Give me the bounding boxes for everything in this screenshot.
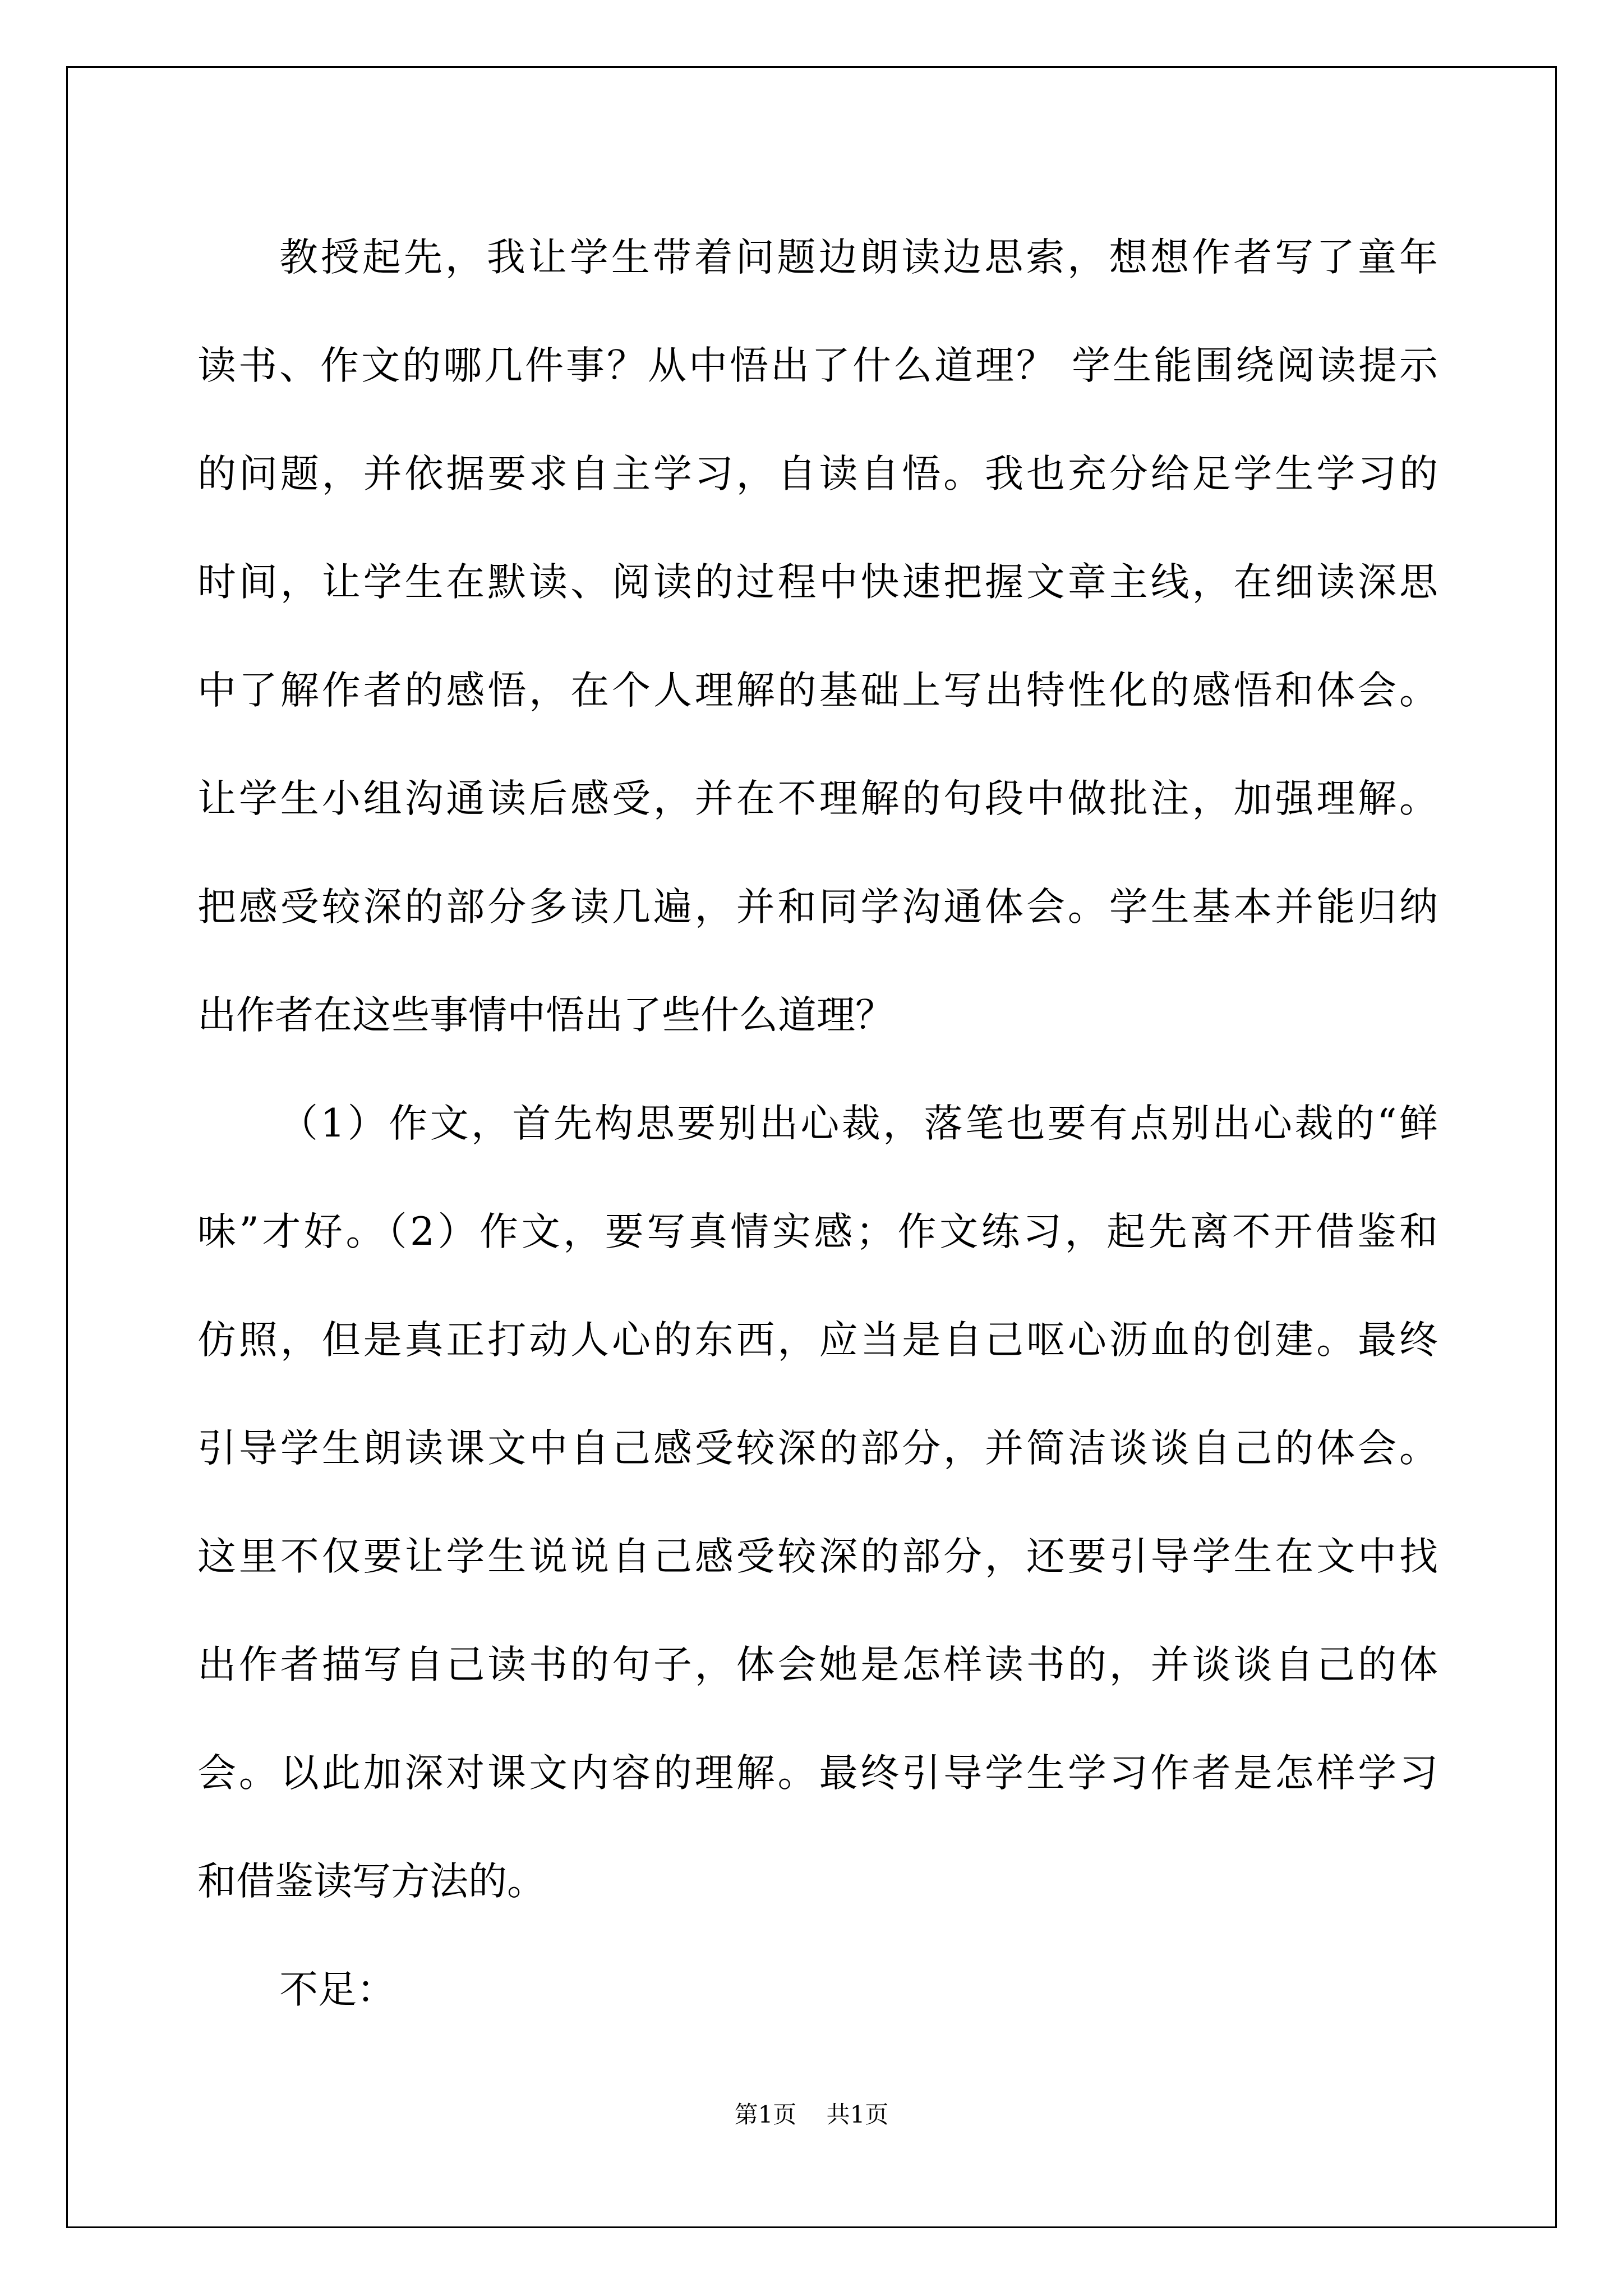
text-line: 中了解作者的感悟，在个人理解的基础上写出特性化的感悟和体会。: [197, 668, 1438, 713]
page-total: 共1页: [826, 2101, 889, 2128]
document-body: [197, 204, 1438, 2044]
text-line: 的问题，并依据要求自主学习，自读自悟。我也充分给足学生学习的: [197, 452, 1438, 496]
paragraph-3: [197, 1936, 1438, 2044]
text-line: 会。以此加深对课文内容的理解。最终引导学生学习作者是怎样学习: [197, 1751, 1438, 1796]
text-line: 读书、作文的哪几件事？从中悟出了什么道理？ 学生能围绕阅读提示: [197, 343, 1438, 388]
text-line: 把感受较深的部分多读几遍，并和同学沟通体会。学生基本并能归纳: [197, 885, 1438, 930]
text-line: 味”才好。（2）作文，要写真情实感；作文练习，起先离不开借鉴和: [197, 1209, 1438, 1254]
text-line: 不足：: [279, 1967, 395, 2012]
text-line: 出作者描写自己读书的句子，体会她是怎样读书的，并谈谈自己的体: [197, 1642, 1438, 1687]
paragraph-1: [197, 204, 1438, 1070]
text-line: 教授起先，我让学生带着问题边朗读边思索，想想作者写了童年: [279, 235, 1438, 280]
text-line: 引导学生朗读课文中自己感受较深的部分，并简洁谈谈自己的体会。: [197, 1426, 1438, 1471]
text-line: 仿照，但是真正打动人心的东西，应当是自己呕心沥血的创建。最终: [197, 1318, 1438, 1363]
text-line: 和借鉴读写方法的。: [197, 1859, 546, 1904]
paragraph-2: [197, 1070, 1438, 1936]
page-number: 第1页: [734, 2101, 797, 2128]
text-line: 时间，让学生在默读、阅读的过程中快速把握文章主线，在细读深思: [197, 560, 1438, 605]
text-line: 让学生小组沟通读后感受，并在不理解的句段中做批注，加强理解。: [197, 776, 1438, 821]
page-footer: [0, 2098, 1623, 2132]
text-line: （1）作文，首先构思要别出心裁，落笔也要有点别出心裁的“鲜: [279, 1101, 1438, 1146]
text-line: 这里不仅要让学生说说自己感受较深的部分，还要引导学生在文中找: [197, 1534, 1438, 1579]
text-line: 出作者在这些事情中悟出了些什么道理？: [197, 993, 894, 1038]
